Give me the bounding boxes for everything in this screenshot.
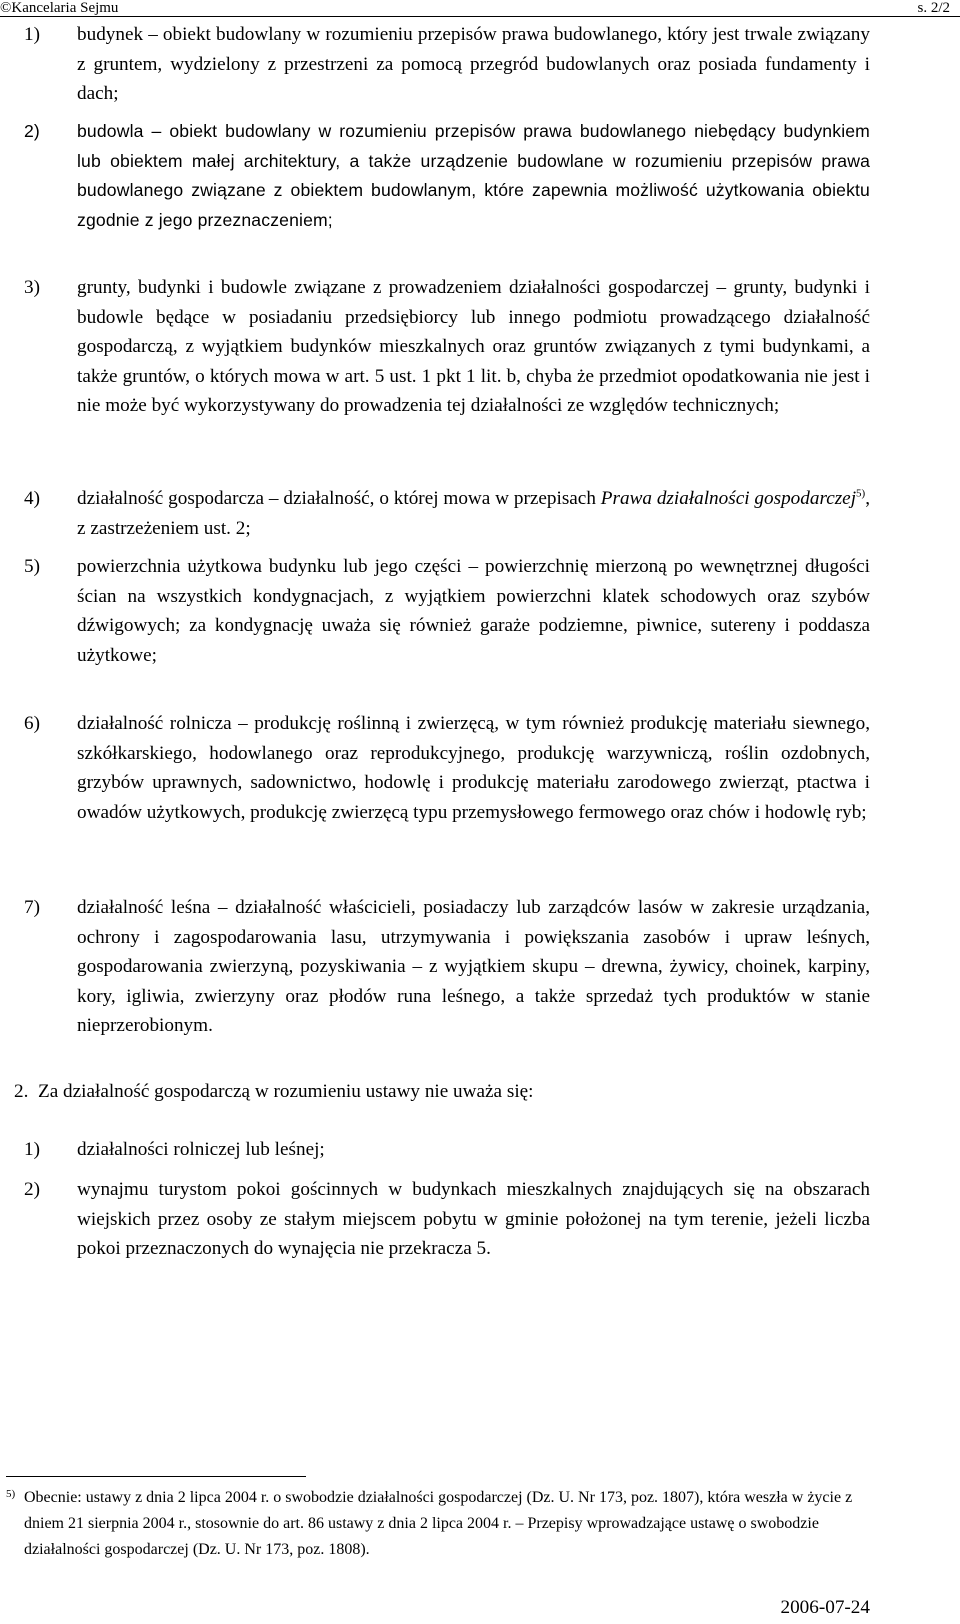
page-header (0, 0, 960, 16)
footnote-number: 5) (6, 1488, 16, 1500)
footnote-reference: 5) (856, 487, 866, 500)
section-2-heading (14, 1077, 874, 1107)
item-number: 1) (24, 24, 40, 45)
item-text (77, 484, 870, 543)
list-item (24, 709, 870, 827)
item-number: 2) (24, 121, 40, 141)
item-text: grunty, budynki i budowle związane z prowadzeniem działalności gospodarczej – grunty, budynki i budowle będące w posiadaniu przedsiębiorcy lub innego podmiotu prowadzącego działalność gospodarczą, z wyjątkiem budynków mieszkalnych oraz gruntów związanych z tymi budynkami, a także gruntów, o których mowa w art. 5 ust. 1 pkt 1 lit. b, chyba że przedmiot opodatkowania nie jest i nie może być wykorzystywany do prowadzenia tej działalności ze względów technicznych; (77, 277, 870, 416)
list-item (24, 484, 870, 543)
item-number: 2) (24, 1179, 40, 1200)
list-item (24, 117, 870, 235)
list-item (24, 893, 870, 1041)
item-text: działalność leśna – działalność właścicieli, posiadaczy lub zarządców lasów w zakresie urządzania, ochrony i zagospodarowania lasu, utrzymywania i powiększania zasobów i upraw leśnych, gospodarowania zwierzyną, pozyskiwania – z wyjątkiem skupu – drewna, żywicy, choinek, karpiny, kory, igliwia, zwierzyny oraz płodów runa leśnego, a także sprzedaż tych produktów w stanie nieprzerobionym. (77, 897, 870, 1036)
header-publisher: ©Kancelaria Sejmu (0, 0, 119, 16)
footnote (6, 1485, 856, 1563)
item-text-part: działalność gospodarcza – działalność, o której mowa w przepisach (77, 488, 601, 509)
item-number: 6) (24, 713, 40, 734)
list-item (24, 1175, 870, 1264)
item-number: 5) (24, 556, 40, 577)
list-item (24, 1135, 870, 1165)
act-title: Prawa działalności gospodarczej (600, 488, 857, 509)
item-text: działalność rolnicza – produkcję roślinną i zwierzęcą, w tym również produkcję materiału siewnego, szkółkarskiego, hodowlanego oraz reprodukcyjnego, produkcję warzywniczą, roślin ozdobnych, grzybów uprawnych, sadownictwo, hodowlę i produkcję materiału zarodowego zwierząt, ptactwa i owadów użytkowych, produkcję zwierzęcą typu przemysłowego fermowego oraz chów i hodowlę ryb; (77, 713, 870, 823)
item-number: 1) (24, 1139, 40, 1160)
item-text: budowla – obiekt budowlany w rozumieniu przepisów prawa budowlanego niebędący budynkiem lub obiektem małej architektury, a także urządzenie budowlane w rozumieniu przepisów prawa budowlanego związane z obiektem budowlanym, które zapewnia możliwość użytkowania obiektu zgodnie z jego przeznaczeniem; (77, 121, 870, 230)
item-text: budynek – obiekt budowlany w rozumieniu przepisów prawa budowlanego, który jest trwale związany z gruntem, wydzielony z przestrzeni za pomocą przegród budowlanych oraz posiada fundamenty i dach; (77, 24, 870, 104)
item-text: działalności rolniczej lub leśnej; (77, 1139, 325, 1160)
document-date: 2006-07-24 (780, 1597, 870, 1618)
item-text: powierzchnia użytkowa budynku lub jego części – powierzchnię mierzoną po wewnętrznej długości ścian na wszystkich kondygnacjach, z wyjątkiem powierzchni klatek schodowych oraz szybów dźwigowych; za kondygnację uważa się również garaże podziemne, piwnice, sutereny i poddasza użytkowe; (77, 556, 870, 666)
header-page-number: s. 2/2 (917, 0, 950, 16)
list-item (24, 20, 870, 109)
footnote-text: Obecnie: ustawy z dnia 2 lipca 2004 r. o swobodzie działalności gospodarczej (Dz. U. Nr 173, poz. 1807), która weszła w życie z dniem 21 sierpnia 2004 r., stosownie do art. 86 ustawy z dnia 2 lipca 2004 r. – Przepisy wprowadzające ustawę o swobodzie działalności gospodarczej (Dz. U. Nr 173, poz. 1808). (24, 1489, 853, 1558)
item-text-part: , z zastrzeżeniem ust. 2; (77, 488, 871, 539)
item-text: wynajmu turystom pokoi gościnnych w budynkach mieszkalnych znajdujących się na obszarach wiejskich przez osoby ze stałym miejscem pobytu w gminie położonej na tym terenie, jeżeli liczba pokoi przeznaczonych do wynajęcia nie przekracza 5. (77, 1179, 870, 1259)
section-text: Za działalność gospodarczą w rozumieniu ustawy nie uważa się: (38, 1081, 534, 1102)
list-item (24, 273, 870, 421)
item-number: 3) (24, 277, 40, 298)
footnote-divider (6, 1476, 306, 1477)
section-number: 2. (14, 1081, 29, 1102)
item-number: 4) (24, 488, 40, 509)
header-divider (0, 16, 960, 17)
item-number: 7) (24, 897, 40, 918)
list-item (24, 552, 870, 670)
